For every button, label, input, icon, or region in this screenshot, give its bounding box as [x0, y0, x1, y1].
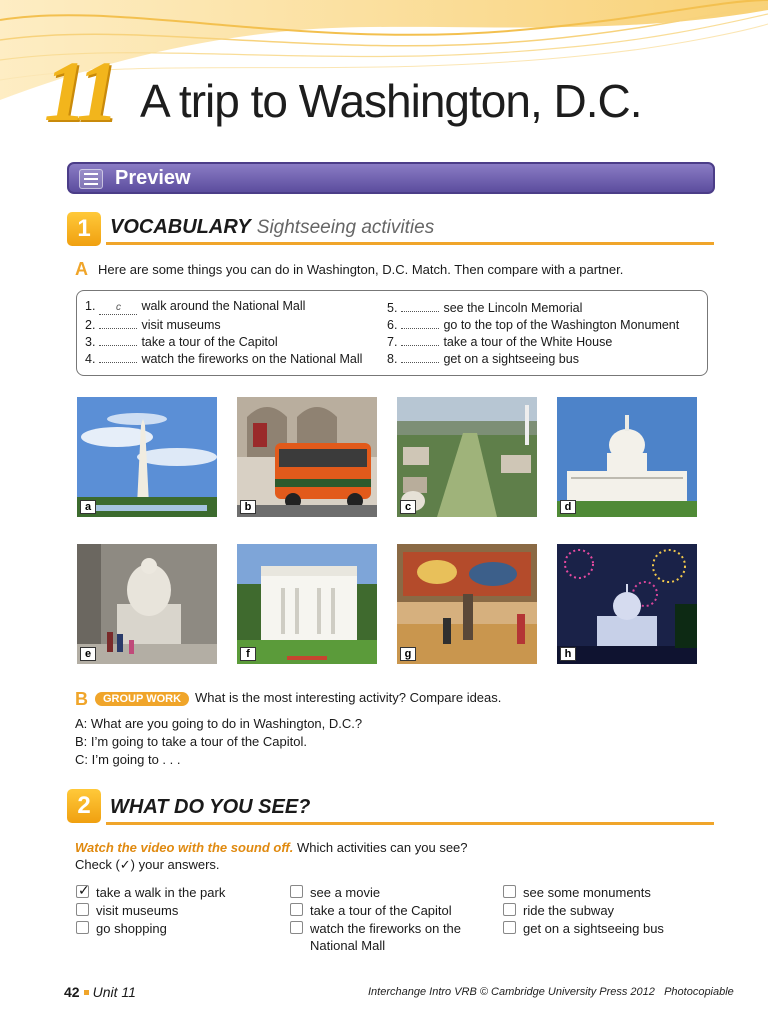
instruction-bold: Watch the video with the sound off. — [75, 840, 294, 855]
photo-label: f — [240, 647, 256, 661]
vocab-item — [387, 333, 612, 349]
instruction-line-2: Check (✓) your answers. — [75, 857, 220, 872]
photo-label: b — [240, 500, 256, 514]
item-number: 1. — [85, 299, 96, 313]
photo-label: h — [560, 647, 576, 661]
page-number: 42 — [64, 984, 80, 1000]
dialog-line: C: I’m going to . . . — [75, 752, 181, 767]
checkbox-item[interactable] — [76, 884, 276, 901]
checkbox-item[interactable] — [290, 920, 480, 954]
photo-label: e — [80, 647, 96, 661]
item-number: 3. — [85, 335, 96, 349]
dialog-line: A: What are you going to do in Washington, D.C.? — [75, 716, 363, 731]
section-number-1: 1 — [67, 212, 101, 246]
answer-blank[interactable]: c — [99, 302, 137, 315]
item-number: 4. — [85, 352, 96, 366]
unit-number: 11 — [44, 43, 114, 139]
checkbox-item[interactable] — [290, 884, 490, 901]
checkbox[interactable] — [290, 921, 303, 934]
part-a-instruction: Here are some things you can do in Washington, D.C. Match. Then compare with a partner. — [98, 262, 624, 277]
photo-lincoln-memorial — [77, 544, 217, 664]
checkbox-item[interactable] — [503, 920, 703, 937]
checkbox[interactable] — [503, 903, 516, 916]
checkbox[interactable] — [290, 903, 303, 916]
preview-label: Preview — [115, 167, 191, 189]
answer-blank[interactable] — [99, 350, 137, 363]
part-b-letter: B — [75, 689, 88, 709]
section-number-2: 2 — [67, 789, 101, 823]
item-text: walk around the National Mall — [141, 299, 306, 313]
checkbox[interactable] — [503, 885, 516, 898]
checkbox-item[interactable] — [76, 920, 276, 937]
answer-blank[interactable] — [401, 350, 439, 363]
answer-blank[interactable] — [99, 333, 137, 346]
answer-blank[interactable] — [401, 299, 439, 312]
vocab-item — [85, 316, 221, 332]
list-icon — [79, 169, 103, 189]
item-text: take a tour of the White House — [443, 335, 613, 349]
checkbox-label: go shopping — [96, 921, 167, 936]
vocab-item — [387, 350, 579, 366]
vocab-item — [85, 299, 305, 315]
answer-blank[interactable] — [99, 316, 137, 329]
item-text: get on a sightseeing bus — [443, 352, 579, 366]
vocab-item — [387, 316, 679, 332]
answer-blank[interactable] — [401, 316, 439, 329]
footer-page-unit — [64, 984, 136, 1000]
checkbox-label: see a movie — [310, 885, 381, 900]
vocabulary-subheading: Sightseeing activities — [256, 217, 435, 238]
item-number: 2. — [85, 318, 96, 332]
photo-national-mall-aerial — [397, 397, 537, 517]
checkbox-item[interactable] — [503, 902, 703, 919]
checkbox[interactable] — [290, 885, 303, 898]
checkbox-label: see some monuments — [523, 885, 651, 900]
part-b-instruction-line — [95, 690, 501, 706]
vocabulary-heading: VOCABULARY — [110, 216, 251, 238]
vocabulary-match-box — [76, 290, 708, 376]
section-heading-vocabulary — [110, 216, 434, 239]
photo-museum — [397, 544, 537, 664]
item-number: 8. — [387, 352, 398, 366]
checkbox-label: visit museums — [96, 903, 179, 918]
copyright-text: Interchange Intro VRB © Cambridge University Press 2012 — [368, 986, 655, 998]
item-number: 6. — [387, 318, 398, 332]
preview-banner — [67, 162, 715, 194]
answer-blank[interactable] — [401, 333, 439, 346]
item-number: 5. — [387, 301, 398, 315]
checkbox-label: take a walk in the park — [96, 885, 226, 900]
checkbox[interactable] — [76, 882, 90, 898]
photo-label: g — [400, 647, 416, 661]
checkbox[interactable] — [76, 903, 89, 916]
item-number: 7. — [387, 335, 398, 349]
checkbox-item[interactable] — [503, 884, 703, 901]
section-rule — [106, 822, 714, 825]
photo-fireworks — [557, 544, 697, 664]
photocopiable-note: Photocopiable — [664, 986, 734, 998]
photo-white-house — [237, 544, 377, 664]
photo-label: a — [80, 500, 96, 514]
item-text: see the Lincoln Memorial — [443, 301, 583, 315]
part-b-instruction: What is the most interesting activity? Compare ideas. — [195, 690, 502, 705]
item-text: take a tour of the Capitol — [141, 335, 278, 349]
checkbox-label: take a tour of the Capitol — [310, 903, 452, 918]
part-a-letter: A — [75, 259, 88, 279]
item-text: visit museums — [141, 318, 221, 332]
footer-copyright — [368, 986, 734, 998]
section-heading-what-do-you-see: WHAT DO YOU SEE? — [110, 796, 311, 818]
section-2-instruction — [75, 840, 468, 873]
checkbox-item[interactable] — [76, 902, 276, 919]
section-rule — [106, 242, 714, 245]
separator-dot — [84, 990, 89, 995]
item-text: watch the fireworks on the National Mall — [141, 352, 363, 366]
dialog-line: B: I’m going to take a tour of the Capitol. — [75, 734, 307, 749]
photo-capitol — [557, 397, 697, 517]
photo-sightseeing-bus — [237, 397, 377, 517]
unit-title: A trip to Washington, D.C. — [140, 75, 642, 127]
group-work-tag: GROUP WORK — [95, 692, 189, 706]
checkbox[interactable] — [503, 921, 516, 934]
photo-label: d — [560, 500, 576, 514]
photo-washington-monument — [77, 397, 217, 517]
vocab-item — [387, 299, 582, 315]
vocab-item — [85, 333, 278, 349]
photo-label: c — [400, 500, 416, 514]
instruction-rest: Which activities can you see? — [296, 840, 468, 855]
item-text: go to the top of the Washington Monument — [443, 318, 680, 332]
vocab-item — [85, 350, 362, 366]
checkbox-label: get on a sightseeing bus — [523, 921, 664, 936]
check-mark-icon: ✓ — [78, 882, 90, 898]
footer-unit-label: Unit 11 — [92, 984, 136, 1000]
checkbox-label: watch the fireworks on the National Mall — [310, 921, 462, 953]
checkbox-item[interactable] — [290, 902, 490, 919]
checkbox[interactable] — [76, 921, 89, 934]
checkbox-label: ride the subway — [523, 903, 615, 918]
